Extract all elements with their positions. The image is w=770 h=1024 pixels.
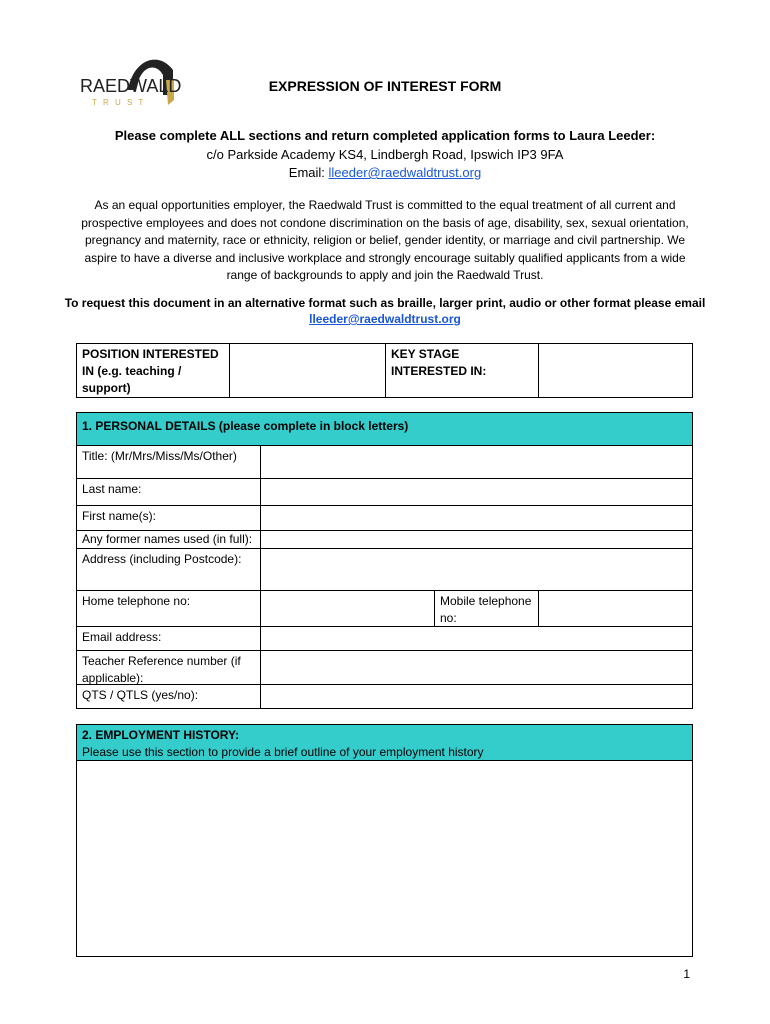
address-label: Address (including Postcode): (76, 548, 261, 591)
position-label: POSITION INTERESTED IN (e.g. teaching / support) (76, 343, 230, 398)
address-input[interactable] (260, 548, 693, 591)
position-input[interactable] (229, 343, 386, 398)
employment-history-header (76, 724, 693, 761)
qts-input[interactable] (260, 684, 693, 709)
employment-history-input[interactable] (76, 760, 693, 957)
employment-history-subtitle: Please use this section to provide a brief outline of your employment history (82, 745, 484, 759)
logo-text: RAEDWALD (80, 76, 182, 96)
alternative-format-email-link[interactable]: lleeder@raedwaldtrust.org (309, 312, 461, 326)
instructions-line: Please complete ALL sections and return completed application forms to Laura Leeder: (114, 128, 656, 143)
key-stage-input[interactable] (538, 343, 693, 398)
first-name-input[interactable] (260, 505, 693, 531)
email-label: Email: (288, 165, 325, 180)
key-stage-label: KEY STAGE INTERESTED IN: (385, 343, 539, 398)
former-names-label: Any former names used (in full): (76, 530, 261, 549)
page-title: EXPRESSION OF INTEREST FORM (268, 78, 502, 94)
email-line (60, 165, 710, 180)
logo-subtext: T R U S T (92, 98, 146, 107)
former-names-input[interactable] (260, 530, 693, 549)
address-line: c/o Parkside Academy KS4, Lindbergh Road, Ipswich IP3 9FA (206, 147, 564, 162)
teacher-reference-input[interactable] (260, 650, 693, 685)
mobile-telephone-input[interactable] (538, 590, 693, 627)
last-name-label: Last name: (76, 478, 261, 506)
email-address-label: Email address: (76, 626, 261, 651)
home-telephone-input[interactable] (260, 590, 435, 627)
personal-details-header: 1. PERSONAL DETAILS (please complete in block letters) (76, 412, 693, 446)
equal-opportunities-statement: As an equal opportunities employer, the Raedwald Trust is committed to the equal treatment of all current and prospective employees and does not condone discrimination on the basis of age, disability, sex, sexual orientation, pregnancy and maternity, race or ethnicity, religion or belief, gender identity, or marriage and civil partnership. We aspire to have a diverse and inclusive workplace and strongly encourage suitably qualified applicants from a wide range of backgrounds to apply and join the Raedwald Trust. (81, 198, 689, 282)
first-name-label: First name(s): (76, 505, 261, 531)
alternative-format-text: To request this document in an alternative format such as braille, larger print, audio or other format please email (64, 296, 706, 310)
email-address-input[interactable] (260, 626, 693, 651)
page-number: 1 (683, 967, 690, 981)
teacher-reference-label: Teacher Reference number (if applicable): (76, 650, 261, 685)
alternative-format-email-wrap (60, 312, 710, 326)
contact-email-link[interactable]: lleeder@raedwaldtrust.org (328, 165, 482, 180)
employment-history-title: 2. EMPLOYMENT HISTORY: (82, 728, 240, 742)
last-name-input[interactable] (260, 478, 693, 506)
qts-label: QTS / QTLS (yes/no): (76, 684, 261, 709)
mobile-telephone-label: Mobile telephone no: (434, 590, 539, 627)
title-input[interactable] (260, 445, 693, 479)
title-label: Title: (Mr/Mrs/Miss/Ms/Other) (76, 445, 261, 479)
home-telephone-label: Home telephone no: (76, 590, 261, 627)
